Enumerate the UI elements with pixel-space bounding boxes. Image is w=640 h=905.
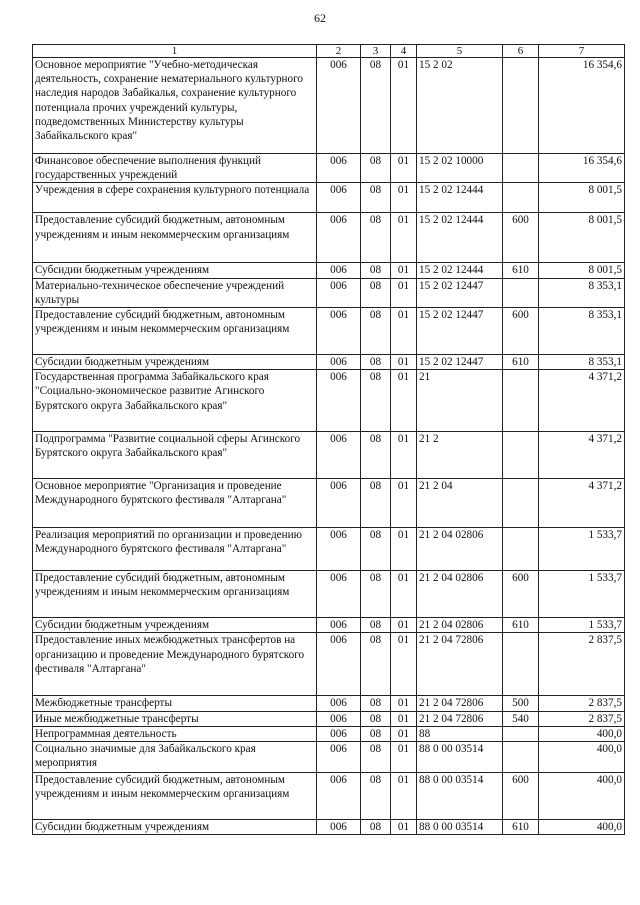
row-name: Предоставление иных межбюджетных трансфертов на организацию и проведение Международного бурятского фестиваля "Алтаргана" [33, 633, 317, 696]
row-subsection: 01 [391, 696, 417, 711]
row-section: 08 [361, 213, 391, 263]
row-ministry-code: 006 [317, 820, 361, 835]
row-subsection: 01 [391, 278, 417, 307]
row-amount: 1 533,7 [539, 618, 625, 633]
row-amount: 8 353,1 [539, 355, 625, 370]
row-subsection: 01 [391, 432, 417, 479]
row-ministry-code: 006 [317, 58, 361, 154]
row-subsection: 01 [391, 820, 417, 835]
row-name: Непрограммная деятельность [33, 726, 317, 741]
header-col-7: 7 [539, 45, 625, 58]
row-section: 08 [361, 370, 391, 432]
table-row [33, 726, 625, 741]
row-target-code: 21 2 [417, 432, 503, 479]
row-target-code: 21 2 04 [417, 479, 503, 528]
row-name: Субсидии бюджетным учреждениям [33, 820, 317, 835]
row-section: 08 [361, 278, 391, 307]
row-name: Социально значимые для Забайкальского края мероприятия [33, 742, 317, 773]
table-row [33, 370, 625, 432]
row-target-code: 15 2 02 12447 [417, 355, 503, 370]
row-subsection: 01 [391, 154, 417, 183]
row-subsection: 01 [391, 742, 417, 773]
row-ministry-code: 006 [317, 633, 361, 696]
row-section: 08 [361, 154, 391, 183]
header-col-1: 1 [33, 45, 317, 58]
row-target-code: 15 2 02 12444 [417, 183, 503, 213]
row-target-code: 88 0 00 03514 [417, 742, 503, 773]
row-expense-type [503, 154, 539, 183]
row-ministry-code: 006 [317, 278, 361, 307]
row-subsection: 01 [391, 479, 417, 528]
header-row [33, 45, 625, 58]
row-expense-type [503, 58, 539, 154]
row-section: 08 [361, 696, 391, 711]
row-ministry-code: 006 [317, 696, 361, 711]
row-section: 08 [361, 742, 391, 773]
row-ministry-code: 006 [317, 571, 361, 618]
row-amount: 4 371,2 [539, 370, 625, 432]
row-name: Субсидии бюджетным учреждениям [33, 263, 317, 278]
row-section: 08 [361, 58, 391, 154]
row-ministry-code: 006 [317, 742, 361, 773]
row-target-code: 21 [417, 370, 503, 432]
row-amount: 4 371,2 [539, 432, 625, 479]
row-target-code: 15 2 02 12447 [417, 278, 503, 307]
table-row [33, 618, 625, 633]
row-target-code: 15 2 02 12447 [417, 308, 503, 355]
row-ministry-code: 006 [317, 618, 361, 633]
row-expense-type [503, 633, 539, 696]
row-name: Государственная программа Забайкальского края "Социально-экономическое развитие Агинского Бурятского округа Забайкальского края" [33, 370, 317, 432]
row-amount: 400,0 [539, 773, 625, 820]
row-expense-type [503, 278, 539, 307]
table-row [33, 820, 625, 835]
table-row [33, 213, 625, 263]
row-expense-type: 610 [503, 618, 539, 633]
row-name: Финансовое обеспечение выполнения функций государственных учреждений [33, 154, 317, 183]
row-section: 08 [361, 711, 391, 726]
row-ministry-code: 006 [317, 726, 361, 741]
header-col-5: 5 [417, 45, 503, 58]
row-ministry-code: 006 [317, 370, 361, 432]
row-name: Иные межбюджетные трансферты [33, 711, 317, 726]
row-expense-type: 600 [503, 571, 539, 618]
table-row [33, 633, 625, 696]
table-row [33, 308, 625, 355]
row-target-code: 88 0 00 03514 [417, 773, 503, 820]
row-ministry-code: 006 [317, 432, 361, 479]
row-expense-type [503, 432, 539, 479]
row-expense-type [503, 726, 539, 741]
row-name: Предоставление субсидий бюджетным, автономным учреждениям и иным некоммерческим организациям [33, 213, 317, 263]
row-subsection: 01 [391, 571, 417, 618]
row-subsection: 01 [391, 370, 417, 432]
row-expense-type: 610 [503, 355, 539, 370]
row-amount: 2 837,5 [539, 711, 625, 726]
row-name: Субсидии бюджетным учреждениям [33, 618, 317, 633]
row-target-code: 15 2 02 12444 [417, 263, 503, 278]
row-amount: 1 533,7 [539, 571, 625, 618]
budget-table [32, 44, 625, 835]
table-row [33, 58, 625, 154]
row-target-code: 21 2 04 72806 [417, 711, 503, 726]
row-target-code: 88 0 00 03514 [417, 820, 503, 835]
row-name: Реализация мероприятий по организации и проведению Международного бурятского фестиваля "Алтаргана" [33, 528, 317, 571]
header-col-3: 3 [361, 45, 391, 58]
row-name: Материально-техническое обеспечение учреждений культуры [33, 278, 317, 307]
row-section: 08 [361, 773, 391, 820]
row-subsection: 01 [391, 726, 417, 741]
row-expense-type [503, 742, 539, 773]
row-subsection: 01 [391, 183, 417, 213]
row-subsection: 01 [391, 528, 417, 571]
row-section: 08 [361, 571, 391, 618]
table-row [33, 696, 625, 711]
row-amount: 16 354,6 [539, 154, 625, 183]
table-row [33, 263, 625, 278]
row-ministry-code: 006 [317, 308, 361, 355]
row-subsection: 01 [391, 633, 417, 696]
row-amount: 2 837,5 [539, 696, 625, 711]
row-name: Подпрограмма "Развитие социальной сферы Агинского Бурятского округа Забайкальского края" [33, 432, 317, 479]
table-row [33, 278, 625, 307]
row-subsection: 01 [391, 773, 417, 820]
row-amount: 1 533,7 [539, 528, 625, 571]
row-amount: 8 353,1 [539, 278, 625, 307]
row-name: Предоставление субсидий бюджетным, автономным учреждениям и иным некоммерческим организациям [33, 308, 317, 355]
row-name: Предоставление субсидий бюджетным, автономным учреждениям и иным некоммерческим организациям [33, 773, 317, 820]
table-row [33, 355, 625, 370]
row-amount: 16 354,6 [539, 58, 625, 154]
row-subsection: 01 [391, 308, 417, 355]
row-ministry-code: 006 [317, 263, 361, 278]
row-expense-type [503, 370, 539, 432]
row-section: 08 [361, 618, 391, 633]
row-expense-type: 600 [503, 213, 539, 263]
row-expense-type: 610 [503, 820, 539, 835]
row-name: Межбюджетные трансферты [33, 696, 317, 711]
table-row [33, 183, 625, 213]
row-expense-type [503, 479, 539, 528]
row-target-code: 15 2 02 12444 [417, 213, 503, 263]
row-name: Субсидии бюджетным учреждениям [33, 355, 317, 370]
row-amount: 2 837,5 [539, 633, 625, 696]
row-amount: 8 001,5 [539, 183, 625, 213]
row-target-code: 21 2 04 02806 [417, 571, 503, 618]
row-amount: 8 001,5 [539, 213, 625, 263]
row-target-code: 21 2 04 02806 [417, 618, 503, 633]
row-subsection: 01 [391, 355, 417, 370]
header-col-6: 6 [503, 45, 539, 58]
row-expense-type: 610 [503, 263, 539, 278]
row-section: 08 [361, 528, 391, 571]
row-ministry-code: 006 [317, 213, 361, 263]
row-section: 08 [361, 726, 391, 741]
row-expense-type: 600 [503, 308, 539, 355]
row-expense-type: 540 [503, 711, 539, 726]
row-subsection: 01 [391, 213, 417, 263]
row-amount: 8 001,5 [539, 263, 625, 278]
row-target-code: 15 2 02 [417, 58, 503, 154]
row-target-code: 21 2 04 72806 [417, 633, 503, 696]
row-ministry-code: 006 [317, 528, 361, 571]
row-amount: 400,0 [539, 820, 625, 835]
header-col-2: 2 [317, 45, 361, 58]
row-subsection: 01 [391, 618, 417, 633]
row-section: 08 [361, 633, 391, 696]
row-expense-type [503, 183, 539, 213]
row-amount: 8 353,1 [539, 308, 625, 355]
row-ministry-code: 006 [317, 479, 361, 528]
row-target-code: 21 2 04 02806 [417, 528, 503, 571]
table-row [33, 479, 625, 528]
row-target-code: 15 2 02 10000 [417, 154, 503, 183]
table-row [33, 773, 625, 820]
row-section: 08 [361, 263, 391, 278]
row-section: 08 [361, 308, 391, 355]
row-section: 08 [361, 432, 391, 479]
row-ministry-code: 006 [317, 183, 361, 213]
row-target-code: 88 [417, 726, 503, 741]
row-name: Основное мероприятие "Организация и проведение Международного бурятского фестиваля "Алтаргана" [33, 479, 317, 528]
row-expense-type [503, 528, 539, 571]
row-subsection: 01 [391, 711, 417, 726]
table-row [33, 571, 625, 618]
row-expense-type: 600 [503, 773, 539, 820]
row-ministry-code: 006 [317, 773, 361, 820]
row-name: Основное мероприятие "Учебно-методическая деятельность, сохранение нематериального культурного наследия народов Забайкалья, сохранение культурного потенциала прочих учреждений культуры, подведомственных Министерству культуры Забайкальского края" [33, 58, 317, 154]
row-name: Предоставление субсидий бюджетным, автономным учреждениям и иным некоммерческим организациям [33, 571, 317, 618]
table-row [33, 432, 625, 479]
row-section: 08 [361, 183, 391, 213]
table-row [33, 711, 625, 726]
row-target-code: 21 2 04 72806 [417, 696, 503, 711]
row-ministry-code: 006 [317, 355, 361, 370]
row-section: 08 [361, 479, 391, 528]
row-name: Учреждения в сфере сохранения культурного потенциала [33, 183, 317, 213]
row-amount: 4 371,2 [539, 479, 625, 528]
row-subsection: 01 [391, 58, 417, 154]
row-ministry-code: 006 [317, 711, 361, 726]
row-section: 08 [361, 820, 391, 835]
row-amount: 400,0 [539, 726, 625, 741]
row-section: 08 [361, 355, 391, 370]
header-col-4: 4 [391, 45, 417, 58]
row-subsection: 01 [391, 263, 417, 278]
table-row [33, 528, 625, 571]
page-number: 62 [314, 11, 326, 25]
row-ministry-code: 006 [317, 154, 361, 183]
table-row [33, 154, 625, 183]
row-expense-type: 500 [503, 696, 539, 711]
row-amount: 400,0 [539, 742, 625, 773]
table-row [33, 742, 625, 773]
